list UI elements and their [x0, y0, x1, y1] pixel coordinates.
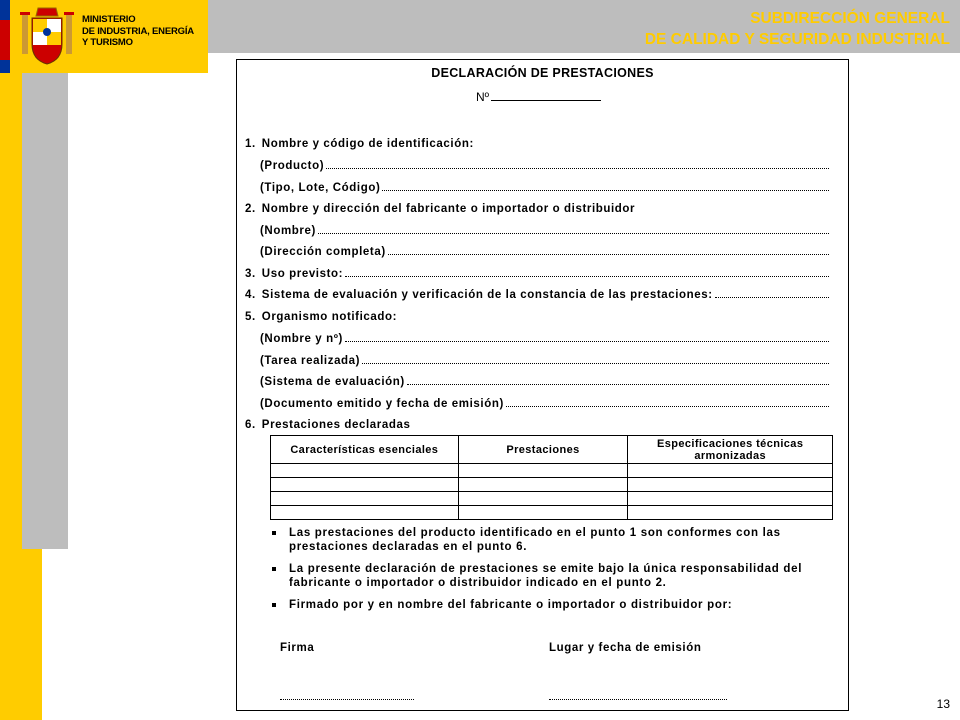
field-label: Nombre y dirección del fabricante o importador o distribuidor: [261, 203, 636, 215]
field-label: (Nombre): [260, 225, 316, 237]
field-line-4: [245, 283, 829, 301]
dotted-fill: [345, 275, 829, 277]
bullet-square-icon: [272, 531, 276, 535]
field-label: Uso previsto:: [261, 268, 344, 280]
field-line-sistema: [260, 370, 829, 388]
table-cell: [628, 464, 833, 478]
field-number: 1.: [245, 138, 256, 150]
declared-performance-table: [270, 435, 833, 520]
table-cell: [271, 506, 459, 520]
dotted-fill: [345, 340, 829, 342]
field-number: 6.: [245, 419, 256, 431]
field-line-1: [245, 132, 829, 150]
ministry-line-1: MINISTERIO: [82, 14, 136, 25]
table-cell: [458, 506, 628, 520]
field-label: (Dirección completa): [260, 246, 386, 258]
declaration-statements: [271, 526, 831, 620]
statement-item: [271, 562, 831, 590]
field-line-3: [245, 262, 829, 280]
statement-text: Firmado por y en nombre del fabricante o importador o distribuidor por:: [289, 599, 733, 611]
table-cell: [271, 492, 459, 506]
field-label: Prestaciones declaradas: [261, 419, 411, 431]
table-header-performance: Prestaciones: [458, 436, 628, 464]
bullet-square-icon: [272, 567, 276, 571]
table-cell: [458, 464, 628, 478]
field-line-tipo: [260, 176, 829, 194]
left-gray-band: [22, 73, 68, 549]
declaration-document: [236, 59, 849, 711]
signature-label: Firma: [280, 642, 315, 654]
dotted-fill: [382, 189, 829, 191]
table-cell: [628, 506, 833, 520]
dotted-fill: [388, 253, 829, 255]
table-cell: [628, 478, 833, 492]
field-number: 5.: [245, 311, 256, 323]
table-cell: [271, 464, 459, 478]
document-number: [476, 90, 601, 104]
subdirection-line-2: DE CALIDAD Y SEGURIDAD INDUSTRIAL: [644, 31, 950, 48]
field-label: (Tipo, Lote, Código): [260, 182, 381, 194]
field-number: 3.: [245, 268, 256, 280]
table-row: [271, 506, 833, 520]
field-label: Nombre y código de identificación:: [261, 138, 474, 150]
field-line-documento: [260, 392, 829, 410]
field-label: Sistema de evaluación y verificación de la constancia de las prestaciones:: [261, 289, 713, 301]
field-label: Organismo notificado:: [261, 311, 398, 323]
field-line-tarea: [260, 349, 829, 367]
field-label: (Nombre y nº): [260, 333, 343, 345]
table-row: [271, 464, 833, 478]
table-cell: [458, 478, 628, 492]
document-number-blank: [491, 100, 601, 101]
subdirection-line-1: SUBDIRECCIÓN GENERAL: [750, 10, 950, 27]
dotted-fill: [715, 296, 829, 298]
statement-item: [271, 526, 831, 554]
coat-of-arms-icon: [18, 4, 76, 68]
dotted-fill: [506, 405, 829, 407]
ministry-line-2: DE INDUSTRIA, ENERGÍA: [82, 25, 194, 37]
table-header-row: [271, 436, 833, 464]
dotted-fill: [362, 362, 829, 364]
dotted-fill: [318, 232, 829, 234]
field-label: (Producto): [260, 160, 325, 172]
ministry-logo: [0, 0, 208, 73]
place-date-dotted-line: [549, 692, 727, 700]
table-cell: [458, 492, 628, 506]
statement-text: La presente declaración de prestaciones se emite bajo la única responsabilidad del fabricante o importador o distribuidor indicado en el punto 2.: [289, 563, 803, 589]
field-label: (Sistema de evaluación): [260, 376, 405, 388]
field-line-nombre: [260, 219, 829, 237]
field-line-5: [245, 305, 829, 323]
field-label: (Documento emitido y fecha de emisión): [260, 398, 504, 410]
bullet-square-icon: [272, 603, 276, 607]
field-line-direccion: [260, 240, 829, 258]
field-number: 2.: [245, 203, 256, 215]
statement-text: Las prestaciones del producto identificado en el punto 1 son conformes con las prestaciones declaradas en el punto 6.: [289, 527, 781, 553]
table-header-specifications: Especificaciones técnicas armonizadas: [628, 436, 833, 464]
page-number: 13: [936, 697, 950, 711]
field-line-6: [245, 413, 829, 431]
table-cell: [628, 492, 833, 506]
statement-item: [271, 598, 831, 612]
subdirection-title: [645, 8, 950, 50]
field-number: 4.: [245, 289, 256, 301]
field-line-nombre-no: [260, 327, 829, 345]
place-date-label: Lugar y fecha de emisión: [549, 642, 702, 654]
table-row: [271, 478, 833, 492]
dotted-fill: [326, 167, 829, 169]
field-label: (Tarea realizada): [260, 355, 361, 367]
flag-stripe: [0, 0, 10, 73]
signature-dotted-line: [280, 692, 414, 700]
ministry-name: [82, 14, 206, 49]
field-line-producto: [260, 154, 829, 172]
table-cell: [271, 478, 459, 492]
document-title: DECLARACIÓN DE PRESTACIONES: [431, 66, 654, 80]
table-row: [271, 492, 833, 506]
ministry-line-3: Y TURISMO: [82, 37, 133, 48]
document-number-label: Nº: [476, 90, 490, 104]
table-header-characteristics: Características esenciales: [271, 436, 459, 464]
dotted-fill: [407, 383, 829, 385]
field-line-2: [245, 197, 829, 215]
